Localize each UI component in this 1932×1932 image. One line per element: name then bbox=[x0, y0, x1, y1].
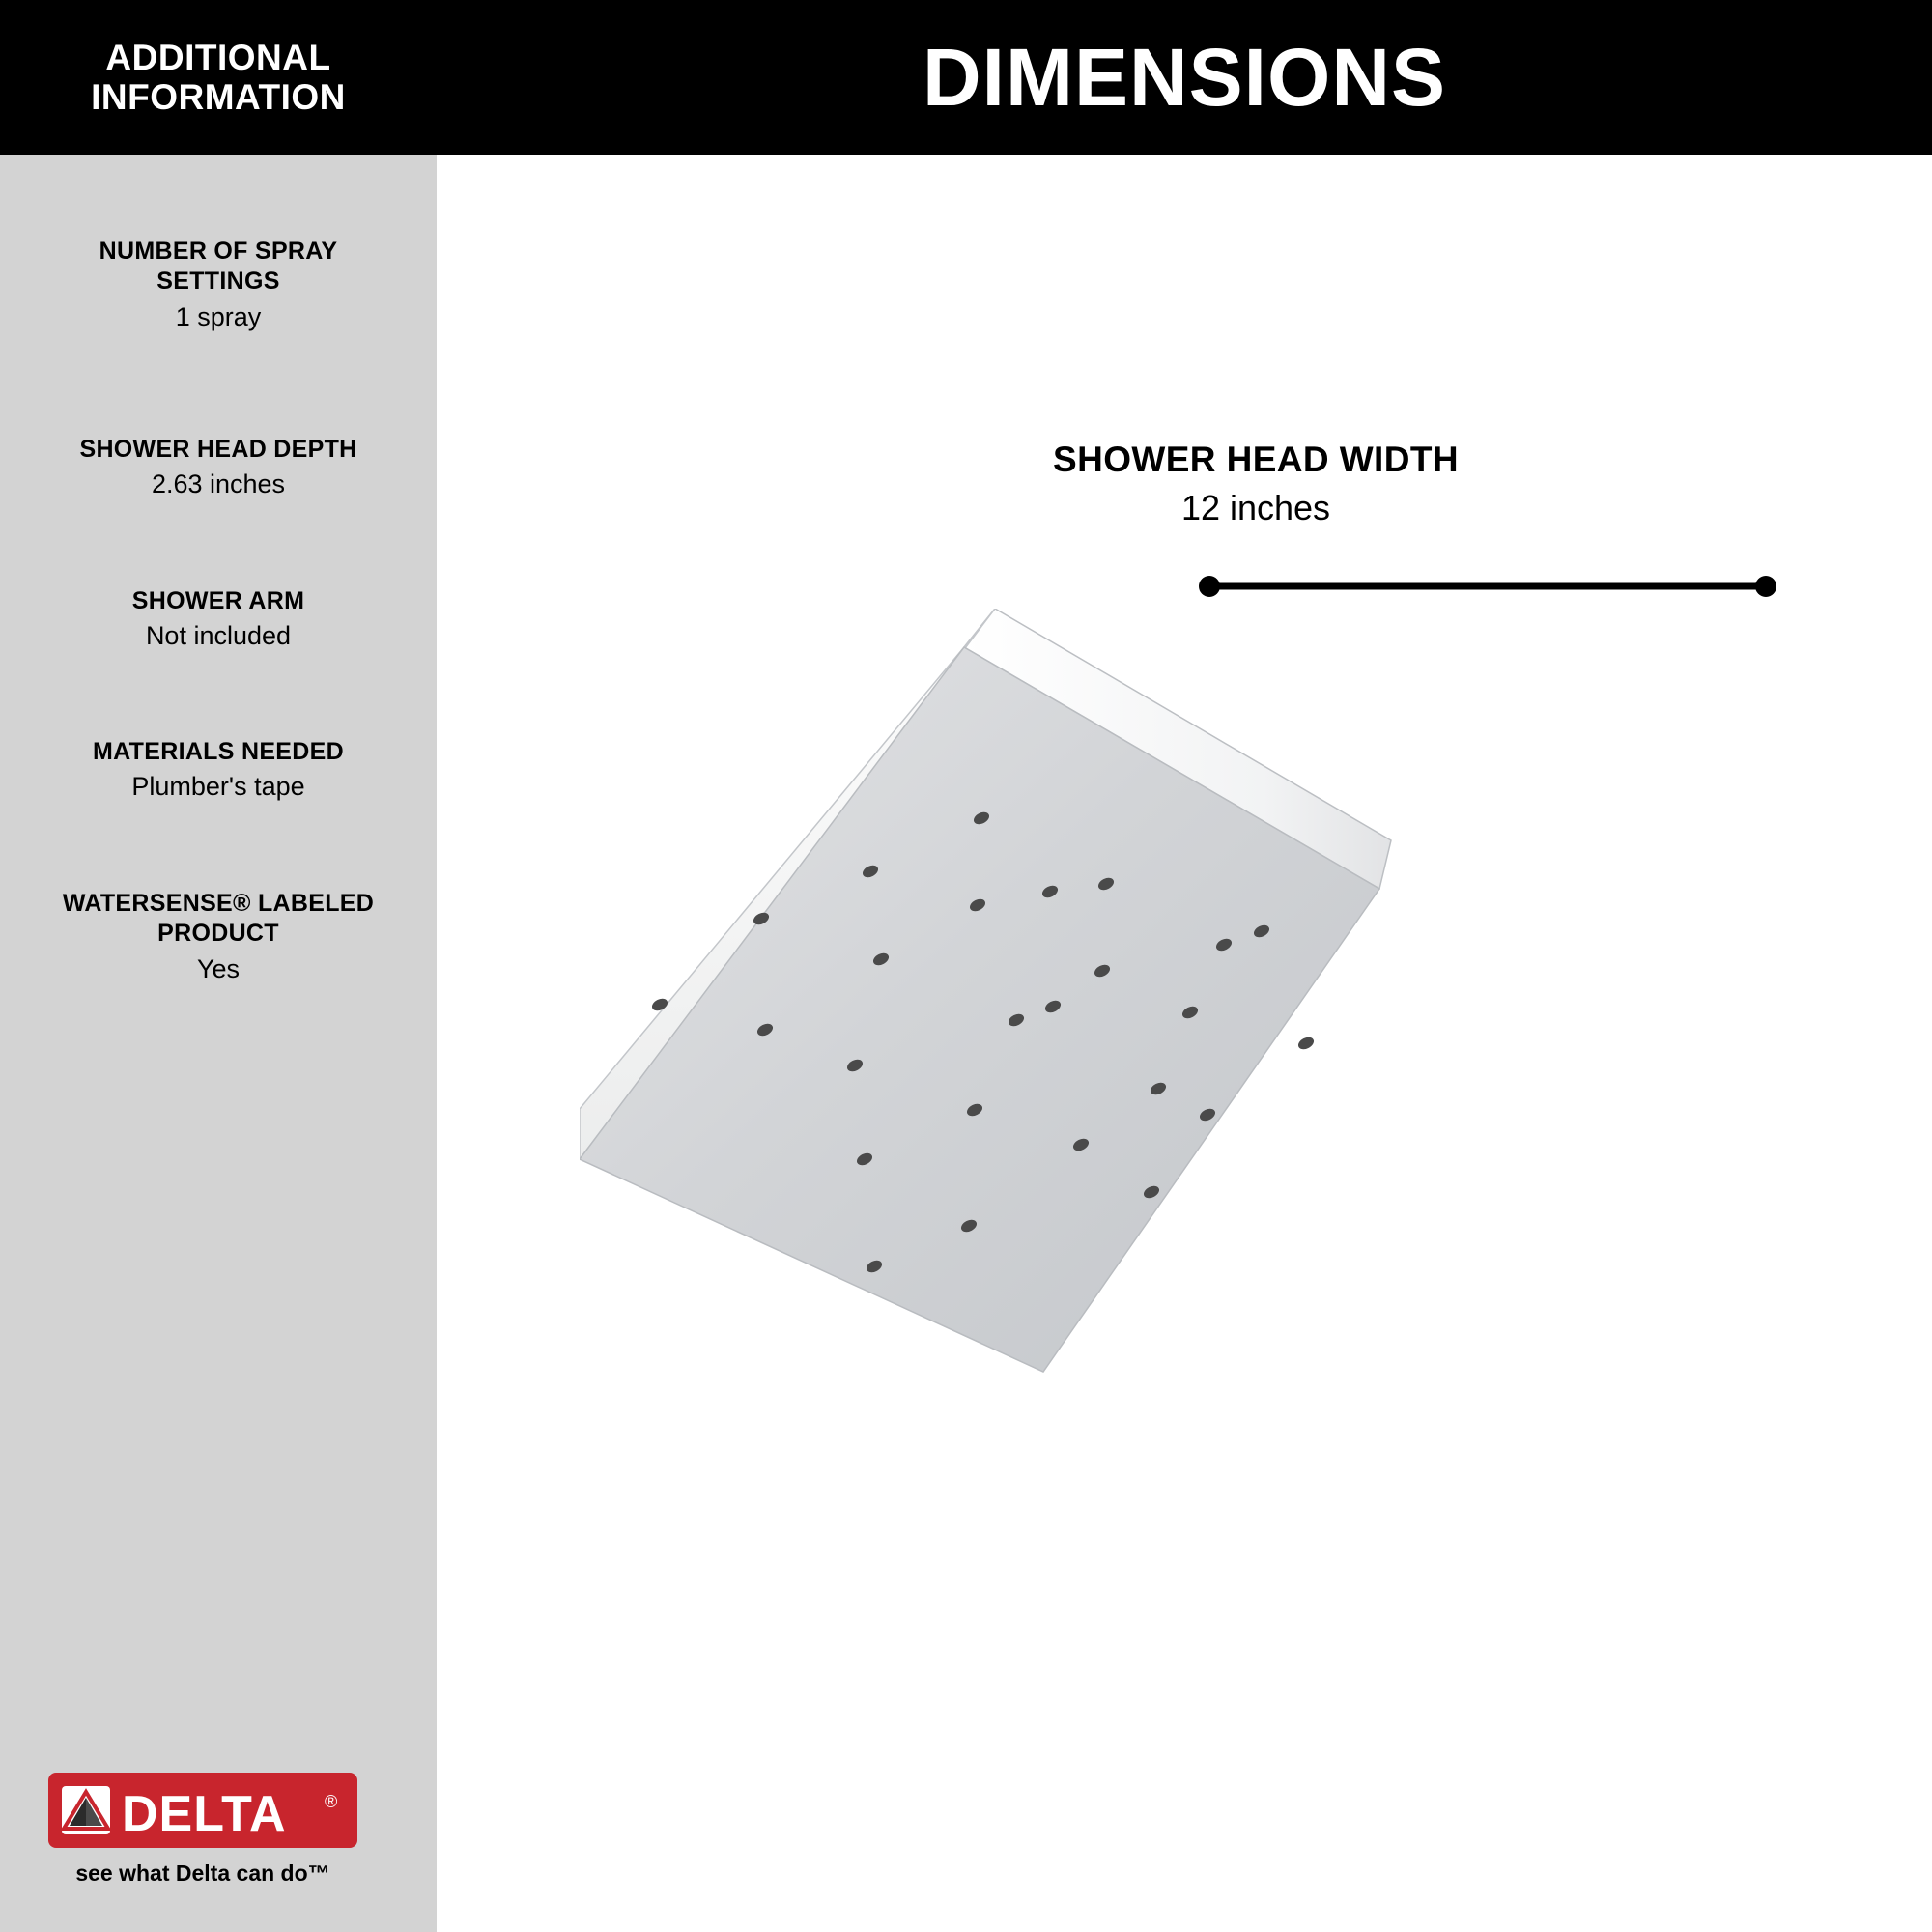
dimension-label: SHOWER HEAD WIDTH bbox=[1053, 440, 1459, 479]
spec-shower-arm bbox=[0, 586, 437, 653]
delta-tagline-text: see what Delta can do™ bbox=[75, 1861, 330, 1886]
delta-tagline bbox=[48, 1861, 357, 1887]
spec-label: MATERIALS NEEDED bbox=[93, 738, 344, 765]
spec-value: Yes bbox=[196, 953, 241, 983]
spec-label: SHOWER HEAD DEPTH bbox=[79, 436, 357, 463]
delta-logo bbox=[48, 1773, 377, 1887]
product-illustration bbox=[580, 609, 1787, 1575]
spec-materials-needed bbox=[0, 737, 437, 804]
spec-number-of-spray-settings bbox=[0, 237, 437, 334]
sidebar-header-line1: ADDITIONAL bbox=[105, 37, 331, 77]
spec-label: WATERSENSE® LABELED PRODUCT bbox=[62, 890, 375, 948]
page-title: DIMENSIONS bbox=[922, 32, 1447, 123]
main-header bbox=[437, 0, 1932, 155]
spec-label: NUMBER OF SPRAY SETTINGS bbox=[99, 238, 338, 296]
dimension-endpoint-right bbox=[1755, 576, 1776, 597]
spec-value: 2.63 inches bbox=[151, 469, 286, 499]
spec-value: 1 spray bbox=[175, 301, 262, 331]
spec-value: Not included bbox=[145, 621, 292, 651]
sidebar-header-line2: INFORMATION bbox=[91, 77, 346, 117]
delta-logo-mark bbox=[48, 1773, 357, 1848]
spec-watersense-labeled-product bbox=[0, 889, 437, 986]
dimension-line bbox=[1198, 575, 1777, 598]
dimension-value: 12 inches bbox=[1180, 488, 1331, 527]
spec-label: SHOWER ARM bbox=[131, 587, 305, 614]
svg-text:DELTA: DELTA bbox=[122, 1786, 287, 1842]
spec-value: Plumber's tape bbox=[131, 772, 305, 802]
shower-head-face bbox=[580, 647, 1379, 1372]
sidebar bbox=[0, 0, 437, 1932]
dimension-endpoint-left bbox=[1199, 576, 1220, 597]
dimension-caption bbox=[869, 440, 1642, 528]
spec-shower-head-depth bbox=[0, 435, 437, 501]
svg-text:®: ® bbox=[325, 1792, 338, 1811]
sidebar-header bbox=[0, 0, 437, 155]
